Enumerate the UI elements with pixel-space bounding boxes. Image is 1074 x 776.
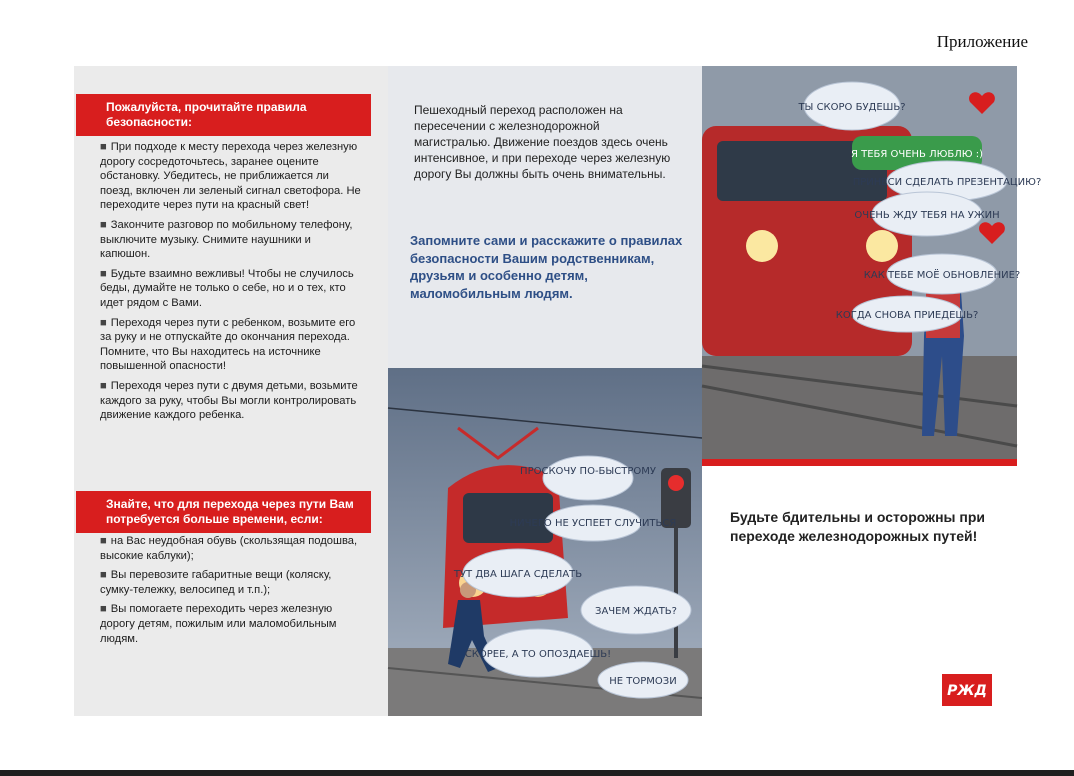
- rule-item: ■ Переходя через пути с двумя детьми, возьмите каждого за руку, чтобы Вы могли контролировать движение каждого ребенка.: [100, 379, 358, 422]
- phone-man-illustration: [702, 66, 1042, 466]
- safety-rules-list: [100, 140, 362, 428]
- bubble-text: НИЧЕГО НЕ УСПЕЕТ СЛУЧИТЬСЯ: [509, 518, 677, 529]
- bubble-text: ТУТ ДВА ШАГА СДЕЛАТЬ: [453, 569, 583, 580]
- bubble-text: ТЫ СКОРО БУДЕШЬ?: [798, 102, 906, 113]
- extra-time-heading: Знайте, что для перехода через пути Вам потребуется больше времени, если:: [76, 491, 371, 533]
- middle-column: [388, 66, 702, 716]
- appendix-label: Приложение: [936, 32, 1028, 51]
- bubble-text: НЕ ТОРМОЗИ: [609, 676, 677, 687]
- bubble-text: ПРИНЕСИ СДЕЛАТЬ ПРЕЗЕНТАЦИЮ?: [852, 177, 1042, 188]
- bubble-text: ОЧЕНЬ ЖДУ ТЕБЯ НА УЖИН: [854, 210, 1000, 221]
- safety-rules-heading: Пожалуйста, прочитайте правила безопасности:: [76, 94, 371, 136]
- rzd-logo: [942, 674, 992, 706]
- condition-item: ■ Вы перевозите габаритные вещи (коляску, сумку-тележку, велосипед и т.п.);: [100, 569, 332, 596]
- bottom-bar: [0, 770, 1074, 776]
- bubble-text: КАК ТЕБЕ МОЁ ОБНОВЛЕНИЕ?: [863, 270, 1021, 281]
- bubble-text: КОГДА СНОВА ПРИЕДЕШЬ?: [835, 310, 979, 321]
- remember-text: Запомните сами и расскажите о правилах безопасности Вашим родственникам, друзьям и особенно детям, маломобильным людям.: [410, 233, 683, 301]
- conditions-list: [100, 534, 362, 651]
- bubble-text: ЗАЧЕМ ЖДАТЬ?: [595, 606, 677, 617]
- rule-item: ■ Будьте взаимно вежливы! Чтобы не случилось беды, думайте не только о себе, но и о тех, кто идет рядом с Вами.: [100, 267, 354, 309]
- brochure: [74, 66, 1042, 716]
- rule-item: ■ При подходе к месту перехода через железную дорогу сосредоточьтесь, заранее оцените обстановку. Убедитесь, не приближается ли поезд, включен ли зеленый сигнал светофора. Не переходите через пути на красный свет!: [100, 141, 361, 212]
- rule-item: ■ Закончите разговор по мобильному телефону, выключите музыку. Снимите наушники и капюшон.: [100, 218, 353, 261]
- bubble-text: Я ТЕБЯ ОЧЕНЬ ЛЮБЛЮ :): [850, 149, 984, 160]
- right-column: [702, 66, 1042, 716]
- bubble-text: ПРОСКОЧУ ПО-БЫСТРОМУ: [520, 466, 656, 477]
- running-man-illustration: [388, 368, 702, 716]
- logo-text: РЖД: [947, 683, 987, 699]
- rule-item: ■ Переходя через пути с ребенком, возьмите его за руку и не отпускайте до окончания перехода. Помните, что Вы находитесь на источнике повышенной опасности!: [100, 316, 356, 373]
- left-column: [74, 66, 388, 716]
- vigilance-warning: Будьте бдительны и осторожны при переходе железнодорожных путей!: [730, 509, 985, 544]
- bubble-text: СКОРЕЕ, А ТО ОПОЗДАЕШЬ!: [464, 649, 612, 660]
- crossing-intro-text: Пешеходный переход расположен на пересечении с железнодорожной магистралью. Движение поездов здесь очень интенсивное, и при переходе через железную дорогу Вы должны быть очень внимательны.: [414, 103, 671, 181]
- condition-item: ■ на Вас неудобная обувь (скользящая подошва, высокие каблуки);: [100, 535, 358, 562]
- condition-item: ■ Вы помогаете переходить через железную дорогу детям, пожилым или маломобильным людям.: [100, 603, 337, 645]
